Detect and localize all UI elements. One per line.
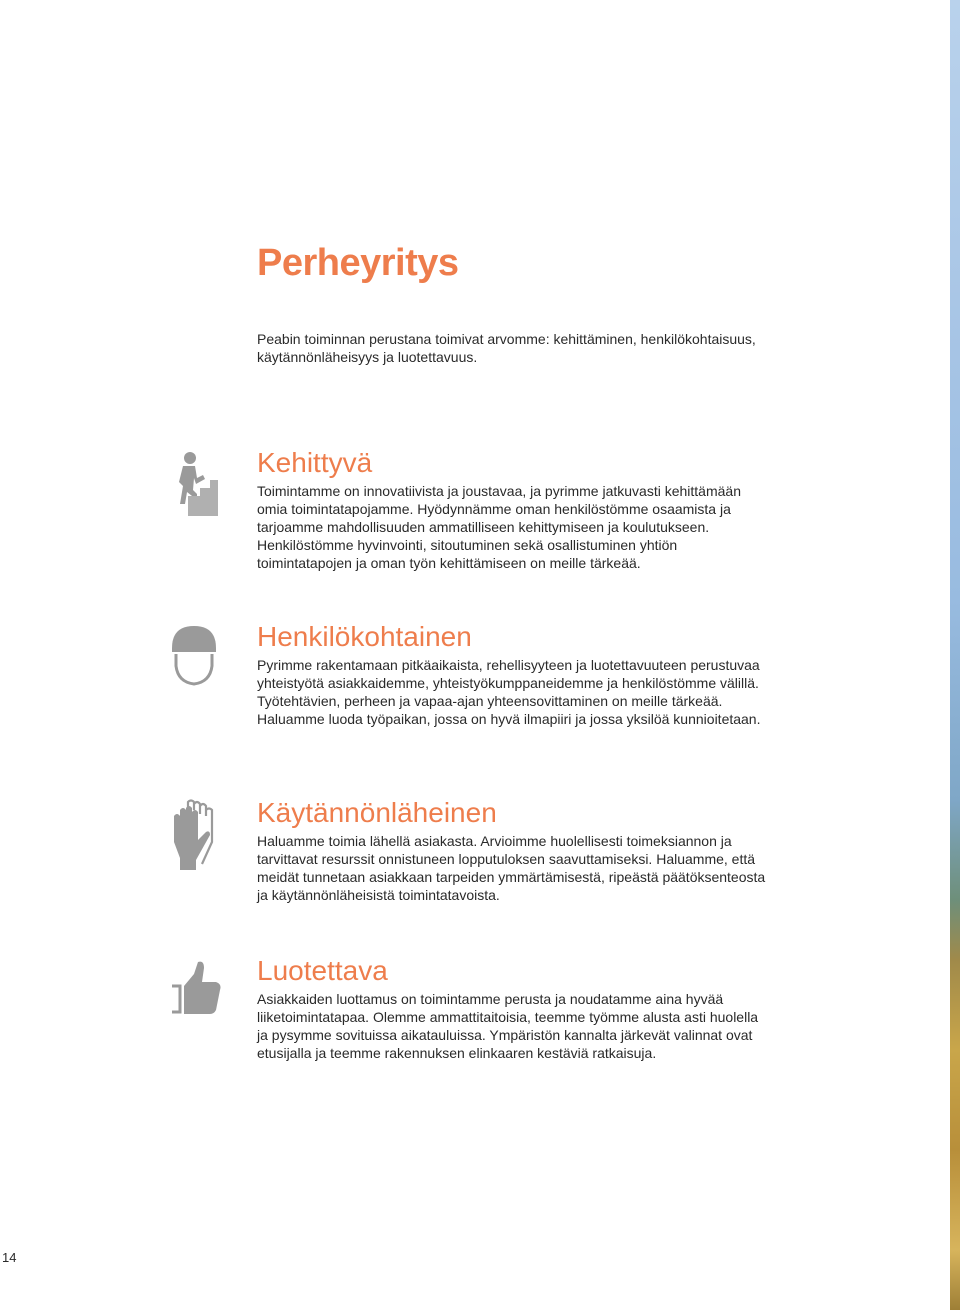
- thumbs-up-icon: [166, 956, 222, 1028]
- section-kehittyva: [257, 446, 767, 572]
- section-luotettava: [257, 954, 767, 1062]
- section-heading: Henkilökohtainen: [257, 621, 472, 652]
- intro-text: Peabin toiminnan perustana toimivat arvomme: kehittäminen, henkilökohtaisuus, käytännönläheisyys ja luotettavuus.: [257, 331, 756, 365]
- section-text: Haluamme toimia lähellä asiakasta. Arvioimme huolellisesti toimeksiannon ja tarvittavat resurssit onnistuneen lopputuloksen saavuttamiseksi. Haluamme, että meidät tunnetaan asiakkaan tarpeiden ymmärtämisestä, ripeästä päätöksenteosta ja käytännönläheisistä toimintatavoista.: [257, 833, 766, 903]
- edge-photo-strip: [950, 0, 960, 1310]
- section-text: Asiakkaiden luottamus on toimintamme perusta ja noudatamme aina hyvää liiketoimintatapaa. Olemme ammattitaitoisia, teemme työmme alusta asti huolella ja pysymme sovituissa aikatauluissa. Ympäristön kannalta järkevät valinnat ovat etusijalla ja teemme rakennuksen elinkaaren kestäviä ratkaisuja.: [257, 991, 759, 1061]
- section-kaytannonlaheinen: [257, 796, 767, 904]
- page-number: 14: [2, 1250, 17, 1265]
- work-gloves-icon: [166, 798, 222, 870]
- page-title: Perheyritys: [257, 242, 459, 284]
- section-text: Pyrimme rakentamaan pitkäaikaista, rehellisyyteen ja luotettavuuteen perustuvaa yhteistyötä asiakkaidemme, yhteistyökumppaneidemme ja henkilöstömme välillä. Työtehtävien, perheen ja vapaa-ajan yhteensovittaminen on meille tärkeää. Haluamme luoda työpaikan, jossa on hyvä ilmapiiri ja jossa yksilöä kunnioitetaan.: [257, 657, 761, 727]
- section-heading: Luotettava: [257, 955, 388, 986]
- section-heading: Kehittyvä: [257, 447, 373, 478]
- section-text: Toimintamme on innovatiivista ja joustavaa, ja pyrimme jatkuvasti kehittämään omia toimintatapojamme. Hyödynnämme oman henkilöstömme osaamista ja tarjoamme mahdollisuuden ammatilliseen kehittymiseen ja koulutukseen. Henkilöstömme hyvinvointi, sitoutuminen sekä osallistuminen yhtiön toimintatapojen ja oman työn kehittämiseen on meille tärkeää.: [257, 483, 741, 571]
- section-heading: Käytännönläheinen: [257, 797, 497, 828]
- stairs-climber-icon: [166, 448, 222, 520]
- section-henkilokohtainen: [257, 620, 767, 728]
- hard-hat-head-icon: [166, 622, 222, 694]
